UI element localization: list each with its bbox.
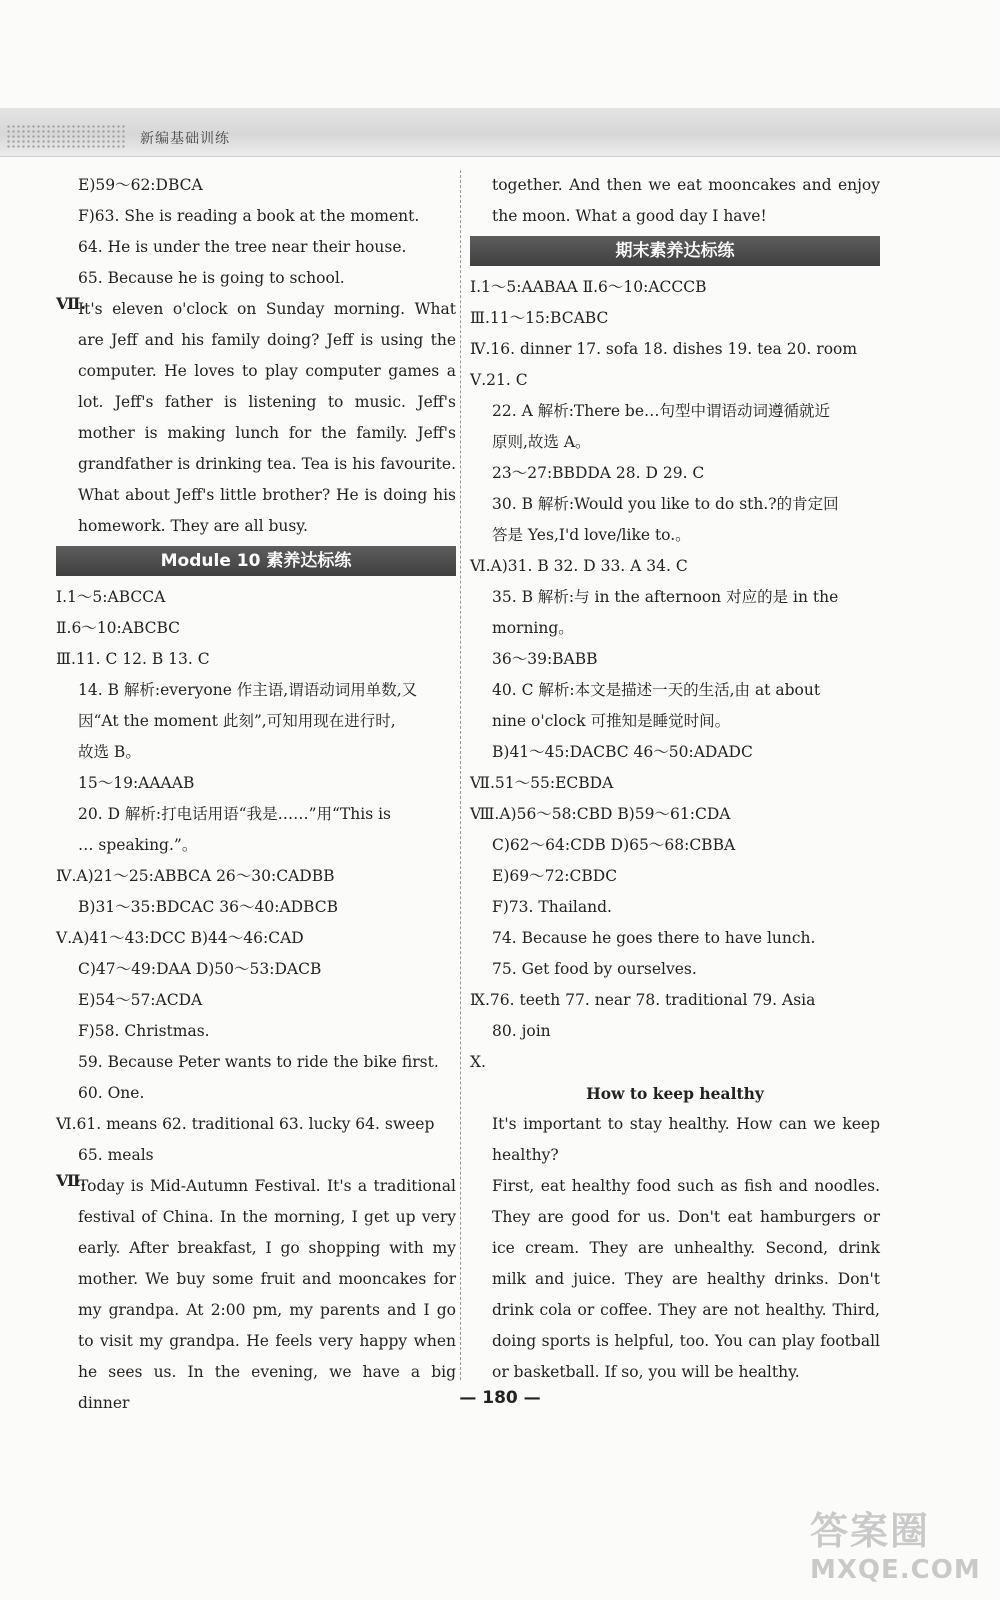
answer-line: B)41～45:DACBC 46～50:ADADC — [492, 743, 753, 761]
answer-line: 74. Because he goes there to have lunch. — [492, 929, 816, 947]
answer-line: 40. C 解析:本文是描述一天的生活,由 at about — [492, 681, 821, 699]
answer-line: E)54～57:ACDA — [78, 991, 203, 1009]
answer-line: F)58. Christmas. — [78, 1022, 210, 1040]
answer-line: 59. Because Peter wants to ride the bike first. — [78, 1053, 439, 1071]
essay-paragraph: First, eat healthy food such as fish and noodles. They are good for us. Don't eat hamburgers or ice cream. They are unhealthy. Second, drink milk and juice. They are healthy drinks. Don't drink cola or coffee. They are not healthy. Third, doing sports is helpful, too. You can play football or basketball. If so, you will be healthy. — [492, 1177, 880, 1381]
answer-line: 36～39:BABB — [492, 650, 598, 668]
answer-line: 答是 Yes,I'd love/like to.。 — [492, 526, 691, 544]
answer-line: nine o'clock 可推知是睡觉时间。 — [492, 712, 731, 730]
answer-line: Ⅳ.16. dinner 17. sofa 18. dishes 19. tea 20. room — [470, 340, 858, 358]
answer-line: 80. join — [492, 1022, 551, 1040]
answer-line: 64. He is under the tree near their house. — [78, 238, 407, 256]
answer-line: F)73. Thailand. — [492, 898, 612, 916]
answer-line: 35. B 解析:与 in the afternoon 对应的是 in the — [492, 588, 839, 606]
answer-line: Ⅹ. — [470, 1053, 486, 1071]
module-10-answers — [56, 582, 456, 1171]
answer-line: Ⅳ.A)21～25:ABBCA 26～30:CADBB — [56, 867, 335, 885]
answer-line: … speaking.”。 — [78, 836, 198, 854]
sample-essay-text: It's eleven o'clock on Sunday morning. What are Jeff and his family doing? Jeff is using the computer. He loves to play computer games a lot. Jeff's father is listening to music. Jeff's mother is making lunch for the family. Jeff's grandfather is drinking tea. Tea is his favourite. What about Jeff's little brother? He is doing his homework. They are all busy. — [78, 300, 456, 535]
answer-line: Ⅵ.61. means 62. traditional 63. lucky 64. sweep — [56, 1115, 435, 1133]
watermark-url: MXQE.COM — [810, 1555, 981, 1585]
answer-line: 因“At the moment 此刻”,可知用现在进行时, — [78, 712, 396, 730]
answer-line: 60. One. — [78, 1084, 145, 1102]
answer-line: 15～19:AAAAB — [78, 774, 195, 792]
answer-line: Ⅰ.1～5:ABCCA — [56, 588, 166, 606]
answer-line: F)63. She is reading a book at the moment. — [78, 207, 420, 225]
answer-line: Ⅵ.A)31. B 32. D 33. A 34. C — [470, 557, 688, 575]
final-exam-section-title: 期末素养达标练 — [470, 236, 880, 266]
writing-section-vii-b — [56, 1171, 456, 1419]
answer-line: Ⅸ.76. teeth 77. near 78. traditional 79. Asia — [470, 991, 816, 1009]
answer-line: morning。 — [492, 619, 574, 637]
answer-line: 20. D 解析:打电话用语“我是……”用“This is — [78, 805, 391, 823]
sample-essay-text: Today is Mid-Autumn Festival. It's a traditional festival of China. In the morning, I get up very early. After breakfast, I go shopping with my mother. We buy some fruit and mooncakes for my grandpa. At 2:00 pm, my parents and I go to visit my grandpa. He feels very happy when he sees us. In the evening, we have a big dinner — [78, 1177, 456, 1412]
watermark-logo — [810, 1500, 980, 1590]
answer-line: B)31～35:BDCAC 36～40:ADBCB — [78, 898, 338, 916]
answer-line: 75. Get food by ourselves. — [492, 960, 697, 978]
header-title: 新编基础训练 — [140, 131, 230, 147]
answer-line: 原则,故选 A。 — [492, 433, 591, 451]
answer-line: 30. B 解析:Would you like to do sth.?的肯定回 — [492, 495, 839, 513]
essay-continuation: together. And then we eat mooncakes and enjoy the moon. What a good day I have! — [492, 176, 880, 225]
answer-line: Ⅲ.11. C 12. B 13. C — [56, 650, 210, 668]
section-number: Ⅶ. — [56, 1171, 86, 1190]
answer-line: Ⅷ.A)56～58:CBD B)59～61:CDA — [470, 805, 731, 823]
answer-line: 65. meals — [78, 1146, 154, 1164]
top-answer-lines — [56, 170, 456, 294]
answer-line: Ⅱ.6～10:ABCBC — [56, 619, 181, 637]
header-dot-pattern — [6, 124, 126, 148]
answer-line: 22. A 解析:There be…句型中谓语动词遵循就近 — [492, 402, 831, 420]
answer-line: E)59～62:DBCA — [78, 176, 203, 194]
answer-line: 故选 B。 — [78, 743, 141, 761]
answer-line: Ⅰ.1～5:AABAA Ⅱ.6～10:ACCCB — [470, 278, 707, 296]
answer-line: E)69～72:CBDC — [492, 867, 618, 885]
answer-line: 14. B 解析:everyone 作主语,谓语动词用单数,又 — [78, 681, 418, 699]
answer-line: Ⅴ.A)41～43:DCC B)44～46:CAD — [56, 929, 304, 947]
answer-line: Ⅲ.11～15:BCABC — [470, 309, 609, 327]
final-exam-answers — [470, 272, 880, 1078]
essay-title: How to keep healthy — [586, 1084, 764, 1103]
answer-line: C)47～49:DAA D)50～53:DACB — [78, 960, 322, 978]
answer-line: C)62～64:CDB D)65～68:CBBA — [492, 836, 736, 854]
answer-line: 23～27:BBDDA 28. D 29. C — [492, 464, 705, 482]
left-column — [56, 170, 456, 1419]
answer-line: Ⅶ.51～55:ECBDA — [470, 774, 614, 792]
answer-line: 65. Because he is going to school. — [78, 269, 345, 287]
section-number: Ⅶ. — [56, 294, 86, 313]
module-10-section-title: Module 10 素养达标练 — [56, 546, 456, 576]
essay-paragraph: It's important to stay healthy. How can we keep healthy? — [492, 1115, 880, 1164]
watermark-text: 答案圈 — [810, 1509, 931, 1553]
page-number: — 180 — — [459, 1388, 541, 1408]
column-divider — [460, 170, 461, 1380]
right-column — [470, 170, 880, 1388]
answer-line: Ⅴ.21. C — [470, 371, 528, 389]
writing-section-vii-a — [56, 294, 456, 542]
